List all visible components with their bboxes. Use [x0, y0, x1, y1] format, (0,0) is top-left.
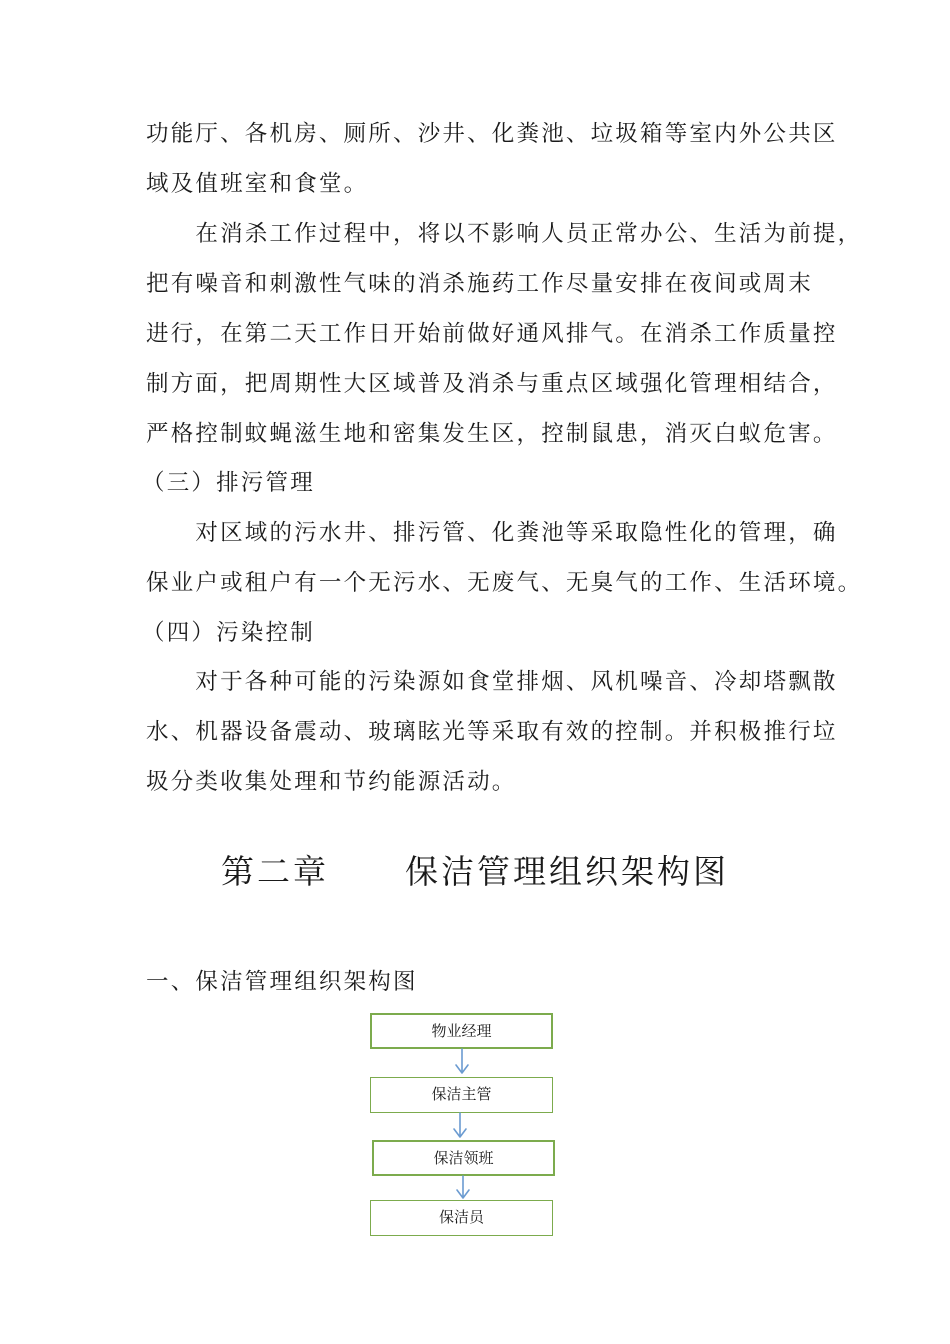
paragraph-line: 在消杀工作过程中，将以不影响人员正常办公、生活为前提，	[146, 221, 863, 247]
section-heading-4: （四）污染控制	[142, 620, 315, 646]
paragraph-line: 域及值班室和食堂。	[146, 171, 369, 197]
paragraph-line: 对于各种可能的污染源如食堂排烟、风机噪音、冷却塔飘散	[146, 669, 838, 695]
org-node-cleaner: 保洁员	[370, 1200, 553, 1236]
paragraph-line: 制方面，把周期性大区域普及消杀与重点区域强化管理相结合，	[146, 371, 838, 397]
paragraph-line: 严格控制蚊蝇滋生地和密集发生区，控制鼠患，消灭白蚁危害。	[146, 421, 838, 447]
chapter-number: 第二章	[221, 852, 329, 891]
paragraph-line: 对区域的污水井、排污管、化粪池等采取隐性化的管理，确	[146, 520, 838, 546]
paragraph-line: 保业户或租户有一个无污水、无废气、无臭气的工作、生活环境。	[146, 570, 863, 596]
chapter-name: 保洁管理组织架构图	[405, 852, 729, 891]
down-arrow-icon	[454, 1113, 466, 1137]
org-node-cleaning-supervisor: 保洁主管	[370, 1077, 553, 1113]
org-section-title: 一、保洁管理组织架构图	[146, 969, 418, 995]
paragraph-line: 水、机器设备震动、玻璃眩光等采取有效的控制。并积极推行垃	[146, 719, 838, 745]
paragraph-line: 圾分类收集处理和节约能源活动。	[146, 769, 517, 795]
paragraph-line: 功能厅、各机房、厕所、沙井、化粪池、垃圾箱等室内外公共区	[146, 121, 838, 147]
down-arrow-icon	[457, 1176, 469, 1198]
down-arrow-icon	[456, 1049, 468, 1073]
org-node-property-manager: 物业经理	[370, 1013, 553, 1049]
paragraph-line: 把有噪音和刺激性气味的消杀施药工作尽量安排在夜间或周末	[146, 271, 813, 297]
section-heading-3: （三）排污管理	[142, 470, 315, 496]
paragraph-line: 进行，在第二天工作日开始前做好通风排气。在消杀工作质量控	[146, 321, 838, 347]
org-node-cleaning-foreman: 保洁领班	[372, 1140, 555, 1176]
